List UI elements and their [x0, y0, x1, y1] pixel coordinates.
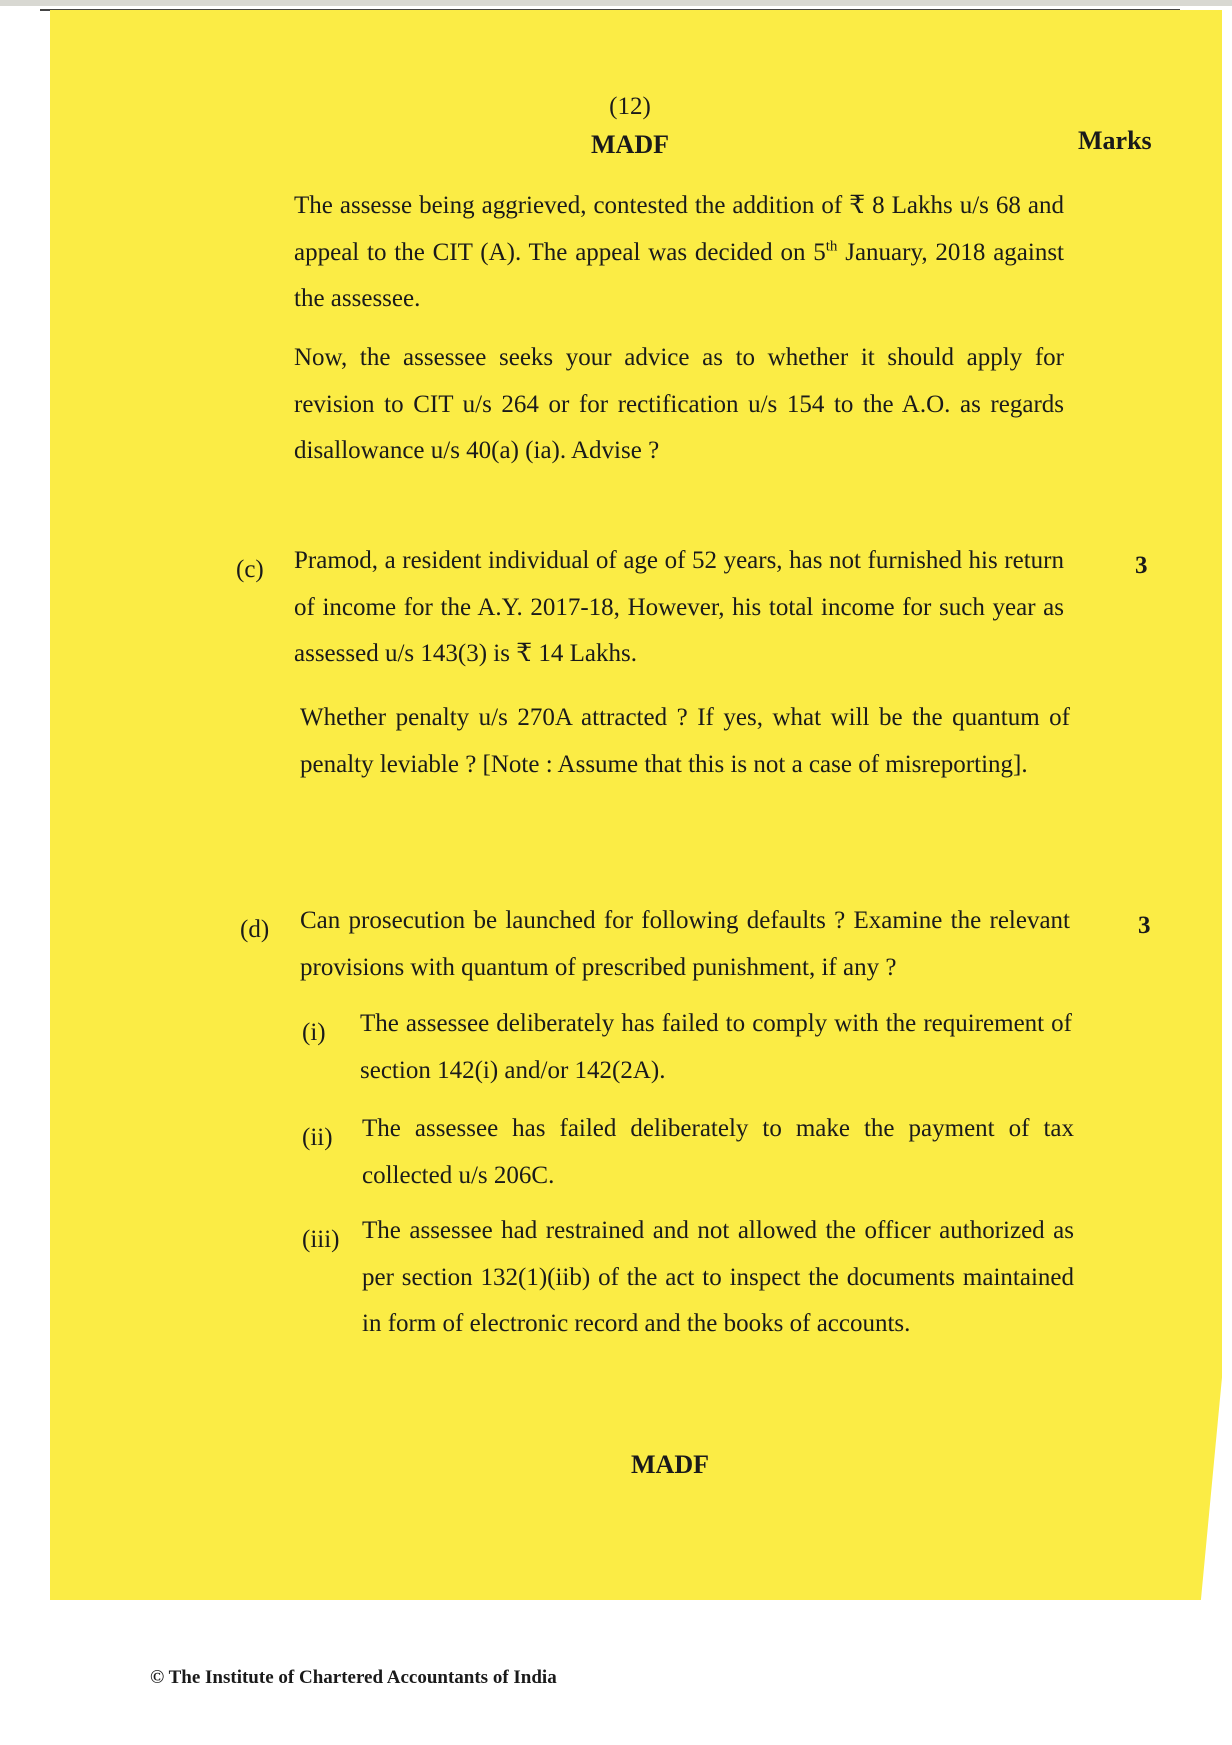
paper-code: MADF	[591, 130, 669, 159]
question-d-item-text: The assessee has failed deliberately to make the payment of tax collected u/s 206C.	[362, 1115, 1074, 1189]
footer-paper-code: MADF	[631, 1450, 709, 1479]
question-c-label: (c)	[236, 556, 264, 583]
copyright-notice: © The Institute of Chartered Accountants of India	[150, 1667, 557, 1688]
page-top-edge	[0, 0, 1232, 6]
question-d-item-label: (i)	[302, 1019, 326, 1046]
question-c-marks: 3	[1135, 552, 1148, 579]
part-b-paragraph-1: The assesse being aggrieved, contested the addition of ₹ 8 Lakhs u/s 68 and appeal to the CIT (A). The appeal was decided on 5th January, 2018 against the assessee.	[294, 192, 1065, 312]
question-d-intro: Can prosecution be launched for following defaults ? Examine the relevant provisions with quantum of prescribed punishment, if any ?	[300, 907, 1070, 981]
question-d-item-text: The assessee deliberately has failed to comply with the requirement of section 142(i) and/or 142(2A).	[360, 1010, 1072, 1084]
question-c-paragraph-1: Pramod, a resident individual of age of 52 years, has not furnished his return of income for the A.Y. 2017-18, However, his total income for such year as assessed u/s 143(3) is ₹ 14 Lakhs.	[294, 547, 1064, 667]
question-c-paragraph-2: Whether penalty u/s 270A attracted ? If yes, what will be the quantum of penalty leviable ? [Note : Assume that this is not a case of misreporting].	[300, 704, 1070, 778]
question-d-item-text: The assessee had restrained and not allowed the officer authorized as per section 132(1)(iib) of the act to inspect the documents maintained in form of electronic record and the books of accounts.	[362, 1217, 1074, 1337]
question-d-marks: 3	[1138, 912, 1151, 939]
question-d-item-label: (iii)	[302, 1226, 340, 1253]
marks-heading: Marks	[1078, 126, 1152, 155]
question-d-label: (d)	[240, 916, 270, 943]
page-number: (12)	[609, 93, 651, 120]
part-b-paragraph-2: Now, the assessee seeks your advice as to whether it should apply for revision to CIT u/s 264 or for rectification u/s 154 to the A.O. as regards disallowance u/s 40(a) (ia). Advise ?	[294, 344, 1064, 464]
question-d-item-label: (ii)	[302, 1124, 333, 1151]
